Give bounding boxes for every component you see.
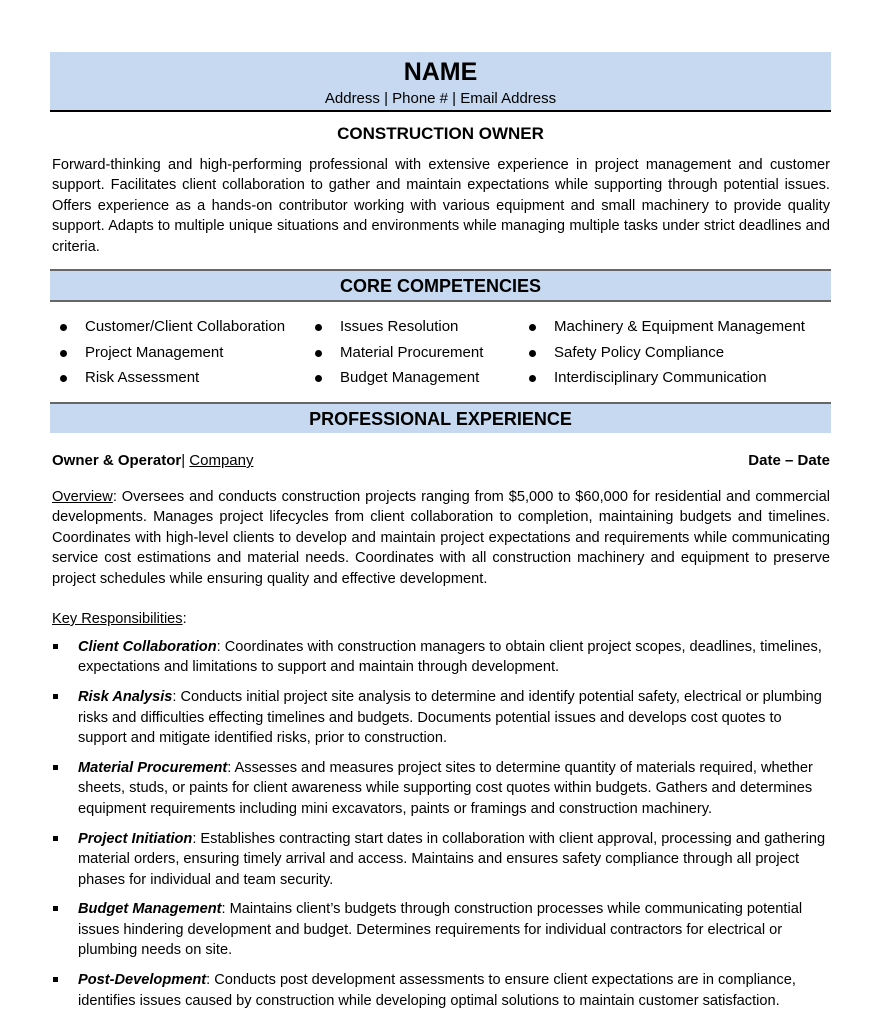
responsibility-title: Material Procurement bbox=[78, 760, 228, 777]
responsibility-title: Client Collaboration bbox=[78, 639, 217, 655]
competency-label: Risk Assessment bbox=[85, 369, 200, 386]
bullet-icon bbox=[315, 375, 322, 382]
competency-item bbox=[529, 343, 805, 369]
bullet-icon bbox=[529, 375, 536, 382]
responsibility-item bbox=[52, 687, 830, 748]
key-responsibilities-colon: : bbox=[182, 611, 187, 627]
role-separator: | bbox=[181, 452, 190, 469]
competency-item bbox=[315, 343, 483, 369]
key-responsibilities-text: Key Responsibilities bbox=[52, 611, 183, 627]
responsibility-text: : Coordinates with construction managers to obtain client project scopes, deadlines, timelines, expectations and limitations to support and maintain through development. bbox=[78, 639, 822, 676]
square-bullet-icon bbox=[53, 906, 58, 911]
core-competencies-heading: CORE COMPETENCIES bbox=[50, 269, 831, 302]
contact-line: Address | Phone # | Email Address bbox=[324, 90, 557, 107]
square-bullet-icon bbox=[53, 765, 58, 770]
responsibility-text: : Assesses and measures project sites to determine quantity of materials required, whether sheets, studs, or paints for client awareness while supporting cost quotes within budgets. Gathers and determines equipment requirements including mini excavators, paints or framings and construction machinery. bbox=[78, 760, 813, 817]
responsibility-title: Project Initiation bbox=[78, 830, 193, 847]
bullet-icon bbox=[315, 350, 322, 357]
square-bullet-icon bbox=[53, 977, 58, 982]
responsibility-title: Budget Management bbox=[78, 901, 222, 918]
responsibility-text: : Establishes contracting start dates in collaboration with client approval, processing and gathering material orders, ensuring timely arrival and access. Maintains and ensures safety compliance through all project phases for individual and team security. bbox=[78, 830, 826, 888]
role-title: Owner & Operator bbox=[52, 452, 182, 469]
responsibility-title: Post-Development bbox=[78, 972, 207, 989]
responsibility-title: Risk Analysis bbox=[78, 689, 173, 706]
responsibility-text: : Maintains client’s budgets through construction processes while communicating potential issues hindering development and budget. Determines requirements for individual contractors for electrical or plumbing needs on site. bbox=[78, 901, 803, 959]
competency-label: Budget Management bbox=[340, 369, 480, 386]
bullet-icon bbox=[529, 350, 536, 357]
overview-text: Oversees and conducts construction projects ranging from $5,000 to $60,000 for residential and commercial developments. Manages project lifecycles from client collaboration to completion, maintaining budgets and timelines. Coordinates with high-level clients to develop and maintain project expectations and requirements while communicating service cost estimations and material needs. Coordinates with all construction machinery and equipment to preserve project schedules while ensuring quality and effective development. bbox=[52, 489, 830, 587]
competency-label: Material Procurement bbox=[340, 343, 484, 361]
competency-item bbox=[529, 317, 805, 343]
overview-paragraph bbox=[52, 487, 830, 589]
bullet-icon bbox=[529, 324, 536, 331]
key-responsibilities-label bbox=[52, 609, 187, 629]
competency-item bbox=[60, 368, 285, 394]
competency-label: Customer/Client Collaboration bbox=[85, 318, 286, 335]
competency-label: Machinery & Equipment Management bbox=[554, 318, 805, 335]
competency-item bbox=[529, 368, 805, 394]
competency-label: Safety Policy Compliance bbox=[554, 343, 725, 361]
header-band bbox=[50, 52, 831, 112]
competency-label: Interdisciplinary Communication bbox=[554, 369, 767, 386]
company-name: Company bbox=[189, 452, 254, 469]
competency-label: Project Management bbox=[85, 343, 224, 361]
competency-item bbox=[315, 317, 483, 343]
bullet-icon bbox=[60, 324, 67, 331]
professional-experience-heading: PROFESSIONAL EXPERIENCE bbox=[50, 402, 831, 433]
candidate-name: NAME bbox=[403, 58, 478, 86]
competency-column-2 bbox=[315, 317, 483, 394]
responsibility-item bbox=[52, 970, 830, 1011]
competency-column-1 bbox=[60, 317, 285, 394]
overview-label: Overview bbox=[52, 489, 113, 505]
responsibility-item bbox=[52, 758, 830, 819]
responsibility-text: : Conducts initial project site analysis to determine and identify potential safety, electrical or plumbing risks and difficulties effecting timelines and budgets. Documents potential issues and develops cost quotes to support and mitigate identified risks, prior to construction. bbox=[78, 689, 822, 747]
employment-dates: Date – Date bbox=[748, 452, 830, 469]
competency-item bbox=[315, 368, 483, 394]
square-bullet-icon bbox=[53, 836, 58, 841]
bullet-icon bbox=[315, 324, 322, 331]
job-title: CONSTRUCTION OWNER bbox=[337, 124, 544, 143]
bullet-icon bbox=[60, 350, 67, 357]
summary-paragraph: Forward-thinking and high-performing professional with extensive experience in project management and customer support. Facilitates client collaboration to gather and maintain expectations while supporting through potential issues. Offers experience as a hands-on contributor working with various equipment and small machinery to provide quality support. Adapts to multiple unique situations and environments while managing multiple tasks under strict deadlines and criteria. bbox=[52, 157, 830, 255]
responsibility-text: : Conducts post development assessments to ensure client expectations are in compliance, identifies issues caused by construction while developing optimal solutions to maintain customer satisfaction. bbox=[78, 972, 796, 1009]
square-bullet-icon bbox=[53, 694, 58, 699]
responsibility-item bbox=[52, 637, 830, 678]
competency-column-3 bbox=[529, 317, 805, 394]
square-bullet-icon bbox=[53, 644, 58, 649]
responsibility-item bbox=[52, 829, 830, 890]
bullet-icon bbox=[60, 375, 67, 382]
competency-item bbox=[60, 317, 285, 343]
job-entry-header bbox=[52, 451, 830, 471]
competency-item bbox=[60, 343, 285, 369]
responsibility-item bbox=[52, 899, 830, 960]
overview-colon: : bbox=[112, 489, 117, 505]
responsibilities-list bbox=[52, 637, 830, 1021]
competency-label: Issues Resolution bbox=[340, 318, 459, 335]
